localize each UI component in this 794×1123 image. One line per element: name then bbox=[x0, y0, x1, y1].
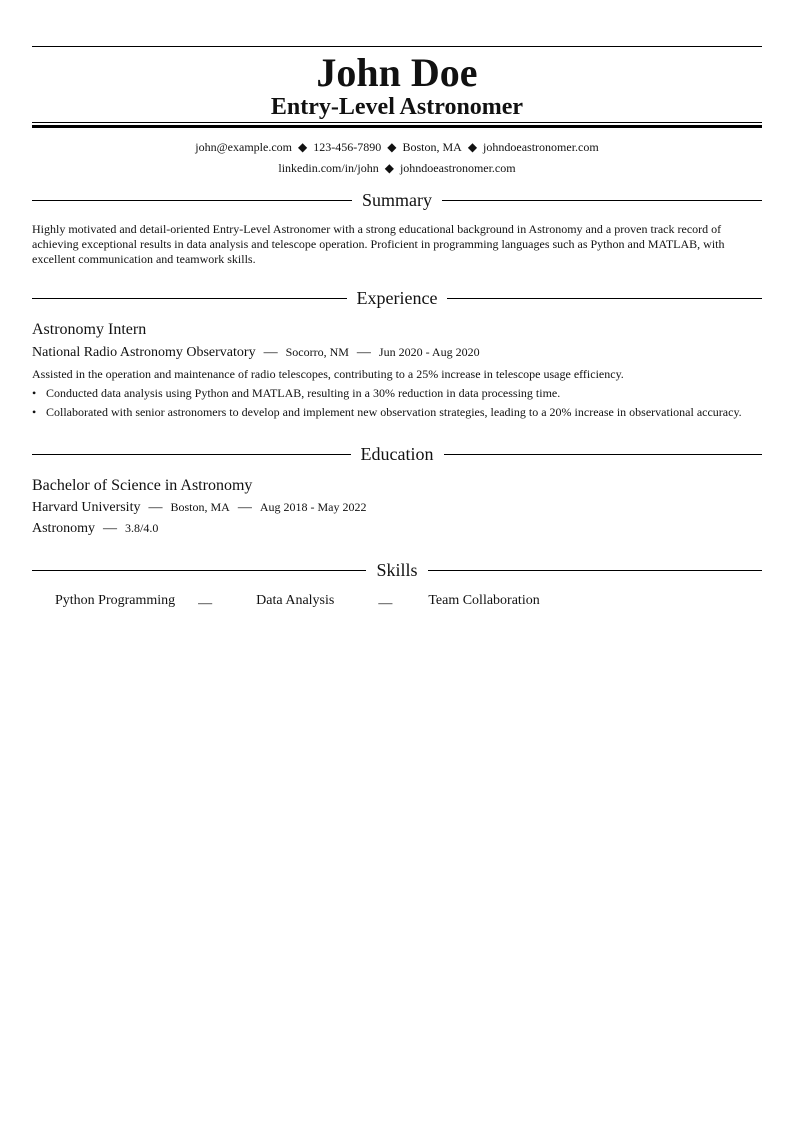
education-dates: Aug 2018 - May 2022 bbox=[259, 500, 367, 514]
summary-heading bbox=[32, 188, 762, 212]
contact-location: Boston, MA bbox=[402, 140, 462, 154]
skills-heading-label: Skills bbox=[376, 560, 418, 580]
diamond-separator-icon: ◆ bbox=[298, 140, 308, 154]
bullet-icon: • bbox=[32, 405, 37, 419]
experience-heading-label: Experience bbox=[356, 288, 438, 308]
diamond-separator-icon: ◆ bbox=[387, 140, 397, 154]
list-item: • Conducted data analysis using Python and MATLAB, resulting in a 30% reduction in data processing time. bbox=[32, 384, 762, 403]
experience-organization: National Radio Astronomy Observatory bbox=[32, 345, 256, 360]
experience-heading bbox=[32, 286, 762, 310]
contact-block bbox=[32, 137, 762, 179]
bullet-icon: • bbox=[32, 386, 37, 400]
contact-website[interactable]: johndoeastronomer.com bbox=[483, 140, 599, 154]
dash-separator: — bbox=[103, 521, 117, 536]
education-degree: Bachelor of Science in Astronomy bbox=[32, 477, 253, 494]
dash-separator: — bbox=[237, 500, 252, 515]
skills-list bbox=[32, 591, 762, 611]
contact-linkedin[interactable]: linkedin.com/in/john bbox=[278, 161, 379, 175]
contact-website-2[interactable]: johndoeastronomer.com bbox=[399, 161, 516, 175]
education-heading bbox=[32, 442, 762, 466]
education-gpa: 3.8/4.0 bbox=[125, 521, 159, 535]
diamond-separator-icon: ◆ bbox=[467, 140, 478, 154]
dash-separator: — bbox=[263, 345, 278, 360]
resume-page bbox=[32, 46, 762, 611]
list-item: • Collaborated with senior astronomers to develop and implement new observation strategies, leading to a 20% increase in observational accuracy. bbox=[32, 403, 762, 422]
dash-separator: — bbox=[198, 596, 213, 611]
education-details bbox=[32, 497, 762, 518]
summary-heading-label: Summary bbox=[362, 190, 432, 210]
experience-location: Socorro, NM bbox=[285, 345, 349, 359]
skills-heading bbox=[32, 558, 762, 582]
education-school: Harvard University bbox=[32, 500, 141, 515]
diamond-separator-icon: ◆ bbox=[384, 161, 394, 175]
education-field-line bbox=[32, 518, 762, 539]
contact-line-2 bbox=[32, 158, 762, 179]
education-heading-label: Education bbox=[360, 444, 434, 464]
experience-dates: Jun 2020 - Aug 2020 bbox=[378, 345, 480, 359]
contact-phone: 123-456-7890 bbox=[313, 140, 382, 154]
skill-item: Python Programming bbox=[55, 593, 176, 608]
summary-text: Highly motivated and detail-oriented Entry-Level Astronomer with a strong educational background in Astronomy and a proven track record of achieving exceptional results in data analysis and telescope operation. Proficient in programming languages such as Python and MATLAB, with excellent communication and teamwork skills. bbox=[32, 222, 725, 266]
experience-details bbox=[32, 342, 762, 363]
dash-separator: — bbox=[378, 596, 393, 611]
experience-role: Astronomy Intern bbox=[32, 321, 147, 338]
skill-item: Data Analysis bbox=[256, 593, 335, 608]
dash-separator: — bbox=[148, 500, 163, 515]
education-field: Astronomy bbox=[32, 521, 95, 536]
experience-description: Assisted in the operation and maintenance of radio telescopes, contributing to a 25% increase in telescope usage efficiency. bbox=[32, 367, 624, 381]
education-location: Boston, MA bbox=[170, 500, 230, 514]
dash-separator: — bbox=[356, 345, 371, 360]
skill-item: Team Collaboration bbox=[428, 593, 540, 608]
contact-line-1 bbox=[32, 137, 762, 158]
candidate-name: John Doe bbox=[316, 50, 478, 95]
top-rule bbox=[32, 46, 762, 47]
experience-bullets bbox=[32, 384, 762, 422]
header-divider bbox=[32, 122, 762, 128]
candidate-title: Entry-Level Astronomer bbox=[270, 94, 524, 120]
contact-email[interactable]: john@example.com bbox=[195, 140, 292, 154]
